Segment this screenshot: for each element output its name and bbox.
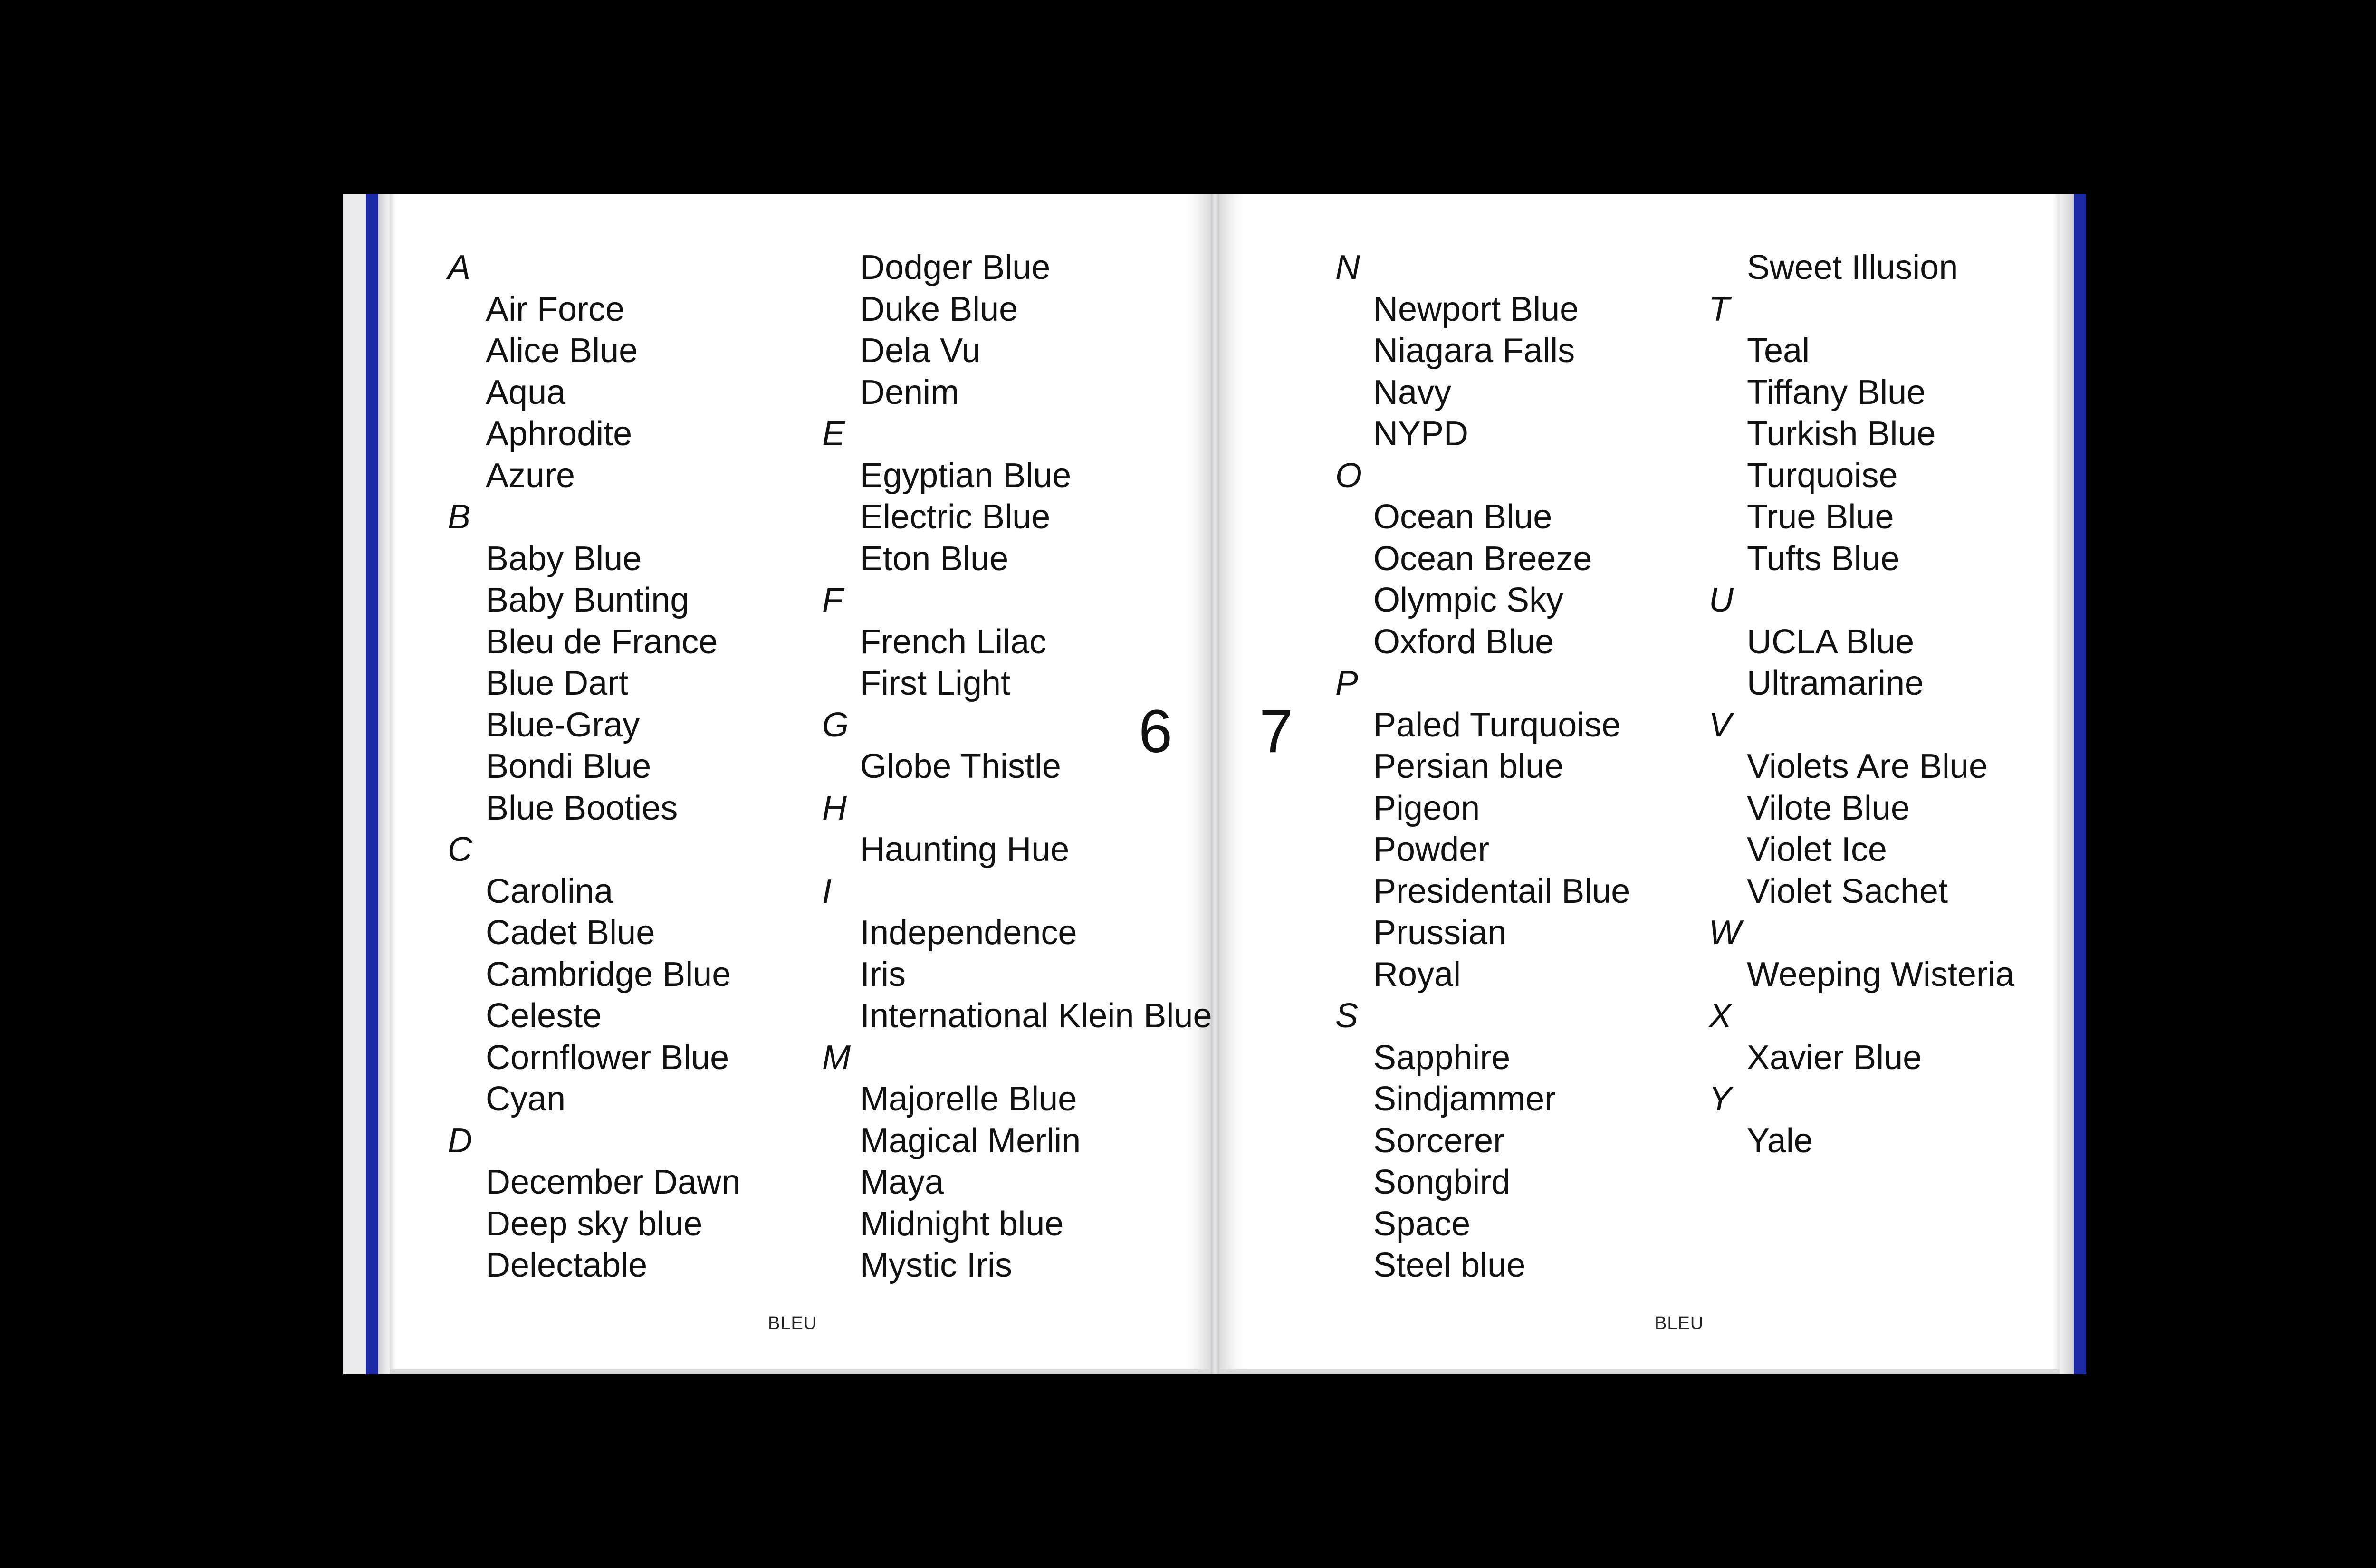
color-name-entry: Blue-Gray (486, 706, 640, 744)
color-name-entry: Ultramarine (1747, 664, 1924, 702)
color-name-entry: Independence (860, 914, 1077, 952)
index-letter-heading: E (822, 415, 845, 453)
color-name-entry: Ocean Breeze (1373, 539, 1592, 578)
color-name-entry: Teal (1747, 332, 1810, 370)
index-letter-heading: U (1709, 581, 1734, 619)
index-column-3 (1335, 247, 1630, 1287)
color-name-entry: Tufts Blue (1747, 539, 1900, 578)
color-name-entry: Space (1373, 1205, 1471, 1243)
color-name-entry: Aqua (486, 373, 566, 411)
color-name-entry: Xavier Blue (1747, 1038, 1922, 1077)
color-name-entry: Celeste (486, 997, 602, 1035)
color-name-entry: Baby Bunting (486, 581, 690, 619)
color-name-entry: Delectable (486, 1246, 648, 1284)
color-name-entry: Air Force (486, 290, 625, 328)
cover-inner-left (343, 194, 366, 1374)
color-name-entry: Dodger Blue (860, 249, 1051, 287)
color-name-entry: Cyan (486, 1080, 566, 1118)
color-name-entry: Vilote Blue (1747, 789, 1910, 827)
index-letter-heading: I (822, 872, 832, 910)
page-block-edge-right (2060, 194, 2074, 1374)
index-letter-heading: P (1335, 664, 1359, 702)
index-column-4 (1709, 247, 2014, 1162)
color-name-entry: Blue Booties (486, 789, 678, 827)
color-name-entry: Azure (486, 456, 575, 495)
color-name-entry: Duke Blue (860, 290, 1018, 328)
color-name-entry: Mystic Iris (860, 1246, 1012, 1284)
color-name-entry: Ocean Blue (1373, 498, 1552, 536)
color-name-entry: Olympic Sky (1373, 581, 1564, 619)
blue-cover-edge-right (2074, 194, 2086, 1374)
running-footer-left: BLEU (768, 1313, 817, 1333)
index-letter-heading: O (1335, 456, 1362, 495)
color-name-entry: December Dawn (486, 1163, 741, 1201)
index-letter-heading: S (1335, 997, 1359, 1035)
color-name-entry: Electric Blue (860, 498, 1051, 536)
index-letter-heading: N (1335, 249, 1360, 287)
color-name-entry: Violet Ice (1747, 831, 1887, 869)
index-letter-heading: C (448, 831, 472, 869)
index-column-1 (448, 247, 740, 1287)
color-name-entry: Powder (1373, 831, 1490, 869)
color-name-entry: Aphrodite (486, 415, 632, 453)
running-footer-right: BLEU (1655, 1313, 1704, 1333)
color-name-entry: French Lilac (860, 622, 1047, 661)
color-name-entry: Egyptian Blue (860, 456, 1072, 495)
color-name-entry: Sindjammer (1373, 1080, 1556, 1118)
index-letter-heading: B (448, 498, 471, 536)
color-name-entry: Cambridge Blue (486, 955, 731, 994)
color-name-entry: Denim (860, 373, 959, 411)
color-name-entry: Newport Blue (1373, 290, 1579, 328)
color-name-entry: Alice Blue (486, 332, 638, 370)
index-column-2 (822, 247, 1212, 1287)
color-name-entry: Cornflower Blue (486, 1038, 729, 1077)
index-letter-heading: T (1709, 290, 1730, 328)
color-name-entry: Deep sky blue (486, 1205, 703, 1243)
color-name-entry: Sapphire (1373, 1038, 1511, 1077)
color-name-entry: Eton Blue (860, 539, 1009, 578)
color-name-entry: True Blue (1747, 498, 1894, 536)
color-name-entry: Carolina (486, 872, 613, 910)
color-name-entry: Iris (860, 955, 906, 994)
color-name-entry: Niagara Falls (1373, 332, 1575, 370)
color-name-entry: Royal (1373, 955, 1461, 994)
color-name-entry: Persian blue (1373, 747, 1564, 785)
color-name-entry: Paled Turquoise (1373, 706, 1621, 744)
color-name-entry: First Light (860, 664, 1011, 702)
page-block-edge-left (378, 194, 390, 1374)
index-letter-heading: X (1709, 997, 1732, 1035)
color-name-entry: Turkish Blue (1747, 415, 1936, 453)
index-letter-heading: V (1709, 706, 1732, 744)
book-gutter (1211, 194, 1219, 1374)
color-name-entry: International Klein Blue (860, 997, 1212, 1035)
color-name-entry: Bleu de France (486, 622, 718, 661)
index-letter-heading: F (822, 581, 843, 619)
color-name-entry: Weeping Wisteria (1747, 955, 2014, 994)
color-name-entry: Sorcerer (1373, 1121, 1505, 1160)
index-letter-heading: H (822, 789, 847, 827)
index-letter-heading: G (822, 706, 849, 744)
page-number-right: 7 (1259, 698, 1293, 765)
color-name-entry: Dela Vu (860, 332, 981, 370)
color-name-entry: Midnight blue (860, 1205, 1064, 1243)
color-name-entry: Violet Sachet (1747, 872, 1948, 910)
color-name-entry: Violets Are Blue (1747, 747, 1988, 785)
color-name-entry: Oxford Blue (1373, 622, 1554, 661)
color-name-entry: Globe Thistle (860, 747, 1061, 785)
index-letter-heading: M (822, 1038, 851, 1077)
color-name-entry: Blue Dart (486, 664, 629, 702)
color-name-entry: Pigeon (1373, 789, 1480, 827)
color-name-entry: Majorelle Blue (860, 1080, 1077, 1118)
color-name-entry: Maya (860, 1163, 944, 1201)
blue-cover-edge-left (366, 194, 378, 1374)
color-name-entry: Haunting Hue (860, 831, 1070, 869)
page-number-left: 6 (1139, 698, 1173, 765)
color-name-entry: Steel blue (1373, 1246, 1526, 1284)
color-name-entry: Navy (1373, 373, 1452, 411)
index-letter-heading: A (448, 249, 471, 287)
color-name-entry: Sweet Illusion (1747, 249, 1958, 287)
color-name-entry: Cadet Blue (486, 914, 655, 952)
color-name-entry: Magical Merlin (860, 1121, 1081, 1160)
index-letter-heading: D (448, 1121, 472, 1160)
color-name-entry: UCLA Blue (1747, 622, 1915, 661)
color-name-entry: Prussian (1373, 914, 1507, 952)
color-name-entry: Presidentail Blue (1373, 872, 1630, 910)
color-name-entry: NYPD (1373, 415, 1469, 453)
color-name-entry: Turquoise (1747, 456, 1898, 495)
color-name-entry: Bondi Blue (486, 747, 651, 785)
color-name-entry: Tiffany Blue (1747, 373, 1926, 411)
color-name-entry: Baby Blue (486, 539, 642, 578)
index-letter-heading: W (1709, 914, 1741, 952)
color-name-entry: Yale (1747, 1121, 1813, 1160)
index-letter-heading: Y (1709, 1080, 1732, 1118)
color-name-entry: Songbird (1373, 1163, 1511, 1201)
